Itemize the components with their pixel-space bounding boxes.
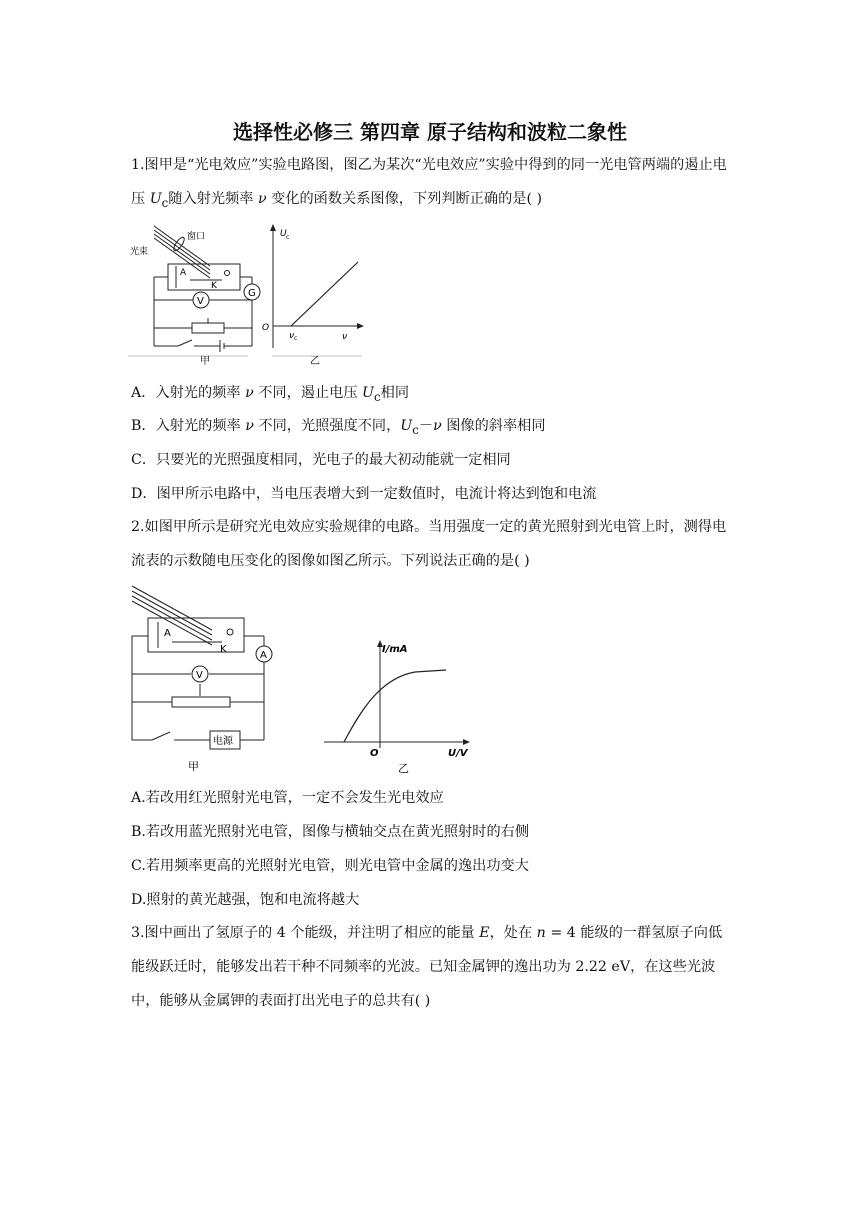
q2-option-b: B.若改用蓝光照射光电管，图像与横轴交点在黄光照射时的右侧	[131, 824, 530, 840]
svg-text:K: K	[220, 644, 227, 655]
svg-text:V: V	[197, 296, 204, 307]
rheostat	[172, 697, 230, 707]
svg-text:A: A	[164, 628, 171, 639]
current-curve	[344, 670, 446, 742]
svg-text:光束: 光束	[130, 247, 149, 257]
svg-text:O: O	[262, 323, 270, 333]
svg-text:甲: 甲	[188, 760, 199, 773]
question-2-circuit	[126, 584, 276, 774]
svg-text:ν: ν	[289, 331, 295, 341]
q1-option-b: B．入射光的频率 ν 不同，光照强度不同，$U_c-\nu$ 图像的斜率相同	[131, 418, 546, 437]
svg-text:K: K	[211, 281, 217, 291]
svg-text:I/mA: I/mA	[382, 644, 408, 655]
q1-option-c: C．只要光的光照强度相同，光电子的最大初动能就一定相同	[131, 452, 511, 468]
svg-text:U/V: U/V	[448, 748, 468, 759]
svg-text:窗口: 窗口	[187, 232, 206, 242]
svg-text:ν: ν	[342, 332, 348, 342]
svg-text:A: A	[260, 650, 267, 661]
q1-option-a: A．入射光的频率 ν 不同，遏止电压 $U_c$相同	[131, 385, 410, 404]
rheostat	[192, 323, 224, 333]
svg-text:O: O	[370, 748, 379, 759]
svg-text:A: A	[180, 268, 187, 278]
q2-option-d: D.照射的黄光越强，饱和电流将越大	[131, 892, 360, 908]
q2-option-a: A.若改用红光照射光电管，一定不会发生光电效应	[131, 790, 444, 806]
page-title: 选择性必修三 第四章 原子结构和波粒二象性	[233, 120, 627, 144]
question-1-figure	[128, 220, 368, 368]
question-1-stem: 1.图甲是“光电效应”实验电路图，图乙为某次“光电效应”实验中得到的同一光电管两端的遏止电压 $U_c$随入射光频率 ν 变化的函数关系图像，下列判断正确的是( )	[131, 157, 727, 210]
svg-text:V: V	[196, 670, 203, 681]
svg-text:c: c	[286, 234, 290, 241]
uc-line	[291, 262, 358, 326]
photo-tube	[168, 264, 240, 290]
svg-text:U: U	[280, 229, 287, 239]
svg-text:G: G	[248, 288, 256, 299]
q1-option-d: D．图甲所示电路中，当电压表增大到一定数值时，电流计将达到饱和电流	[131, 486, 597, 502]
question-2-stem: 2.如图甲所示是研究光电效应实验规律的电路。当用强度一定的黄光照射到光电管上时，测得电流表的示数随电压变化的图像如图乙所示。下列说法正确的是( )	[131, 519, 727, 569]
question-2-graph	[320, 634, 480, 774]
svg-text:甲: 甲	[200, 356, 210, 367]
question-3-stem: 3.图中画出了氢原子的 4 个能级，并注明了相应的能量 E，处在 n = 4 能级的一群氢原子向低能级跃迁时，能够发出若干种不同频率的光波。已知金属钾的逸出功为 2.22 eV，在这些光波中，能够从金属钾的表面打出光电子的总共有( )	[131, 925, 723, 1009]
q2-option-c: C.若用频率更高的光照射光电管，则光电管中金属的逸出功变大	[131, 858, 529, 874]
svg-text:c: c	[294, 335, 298, 342]
svg-text:乙: 乙	[310, 356, 320, 367]
svg-text:电源: 电源	[213, 736, 233, 747]
svg-text:乙: 乙	[398, 762, 409, 774]
